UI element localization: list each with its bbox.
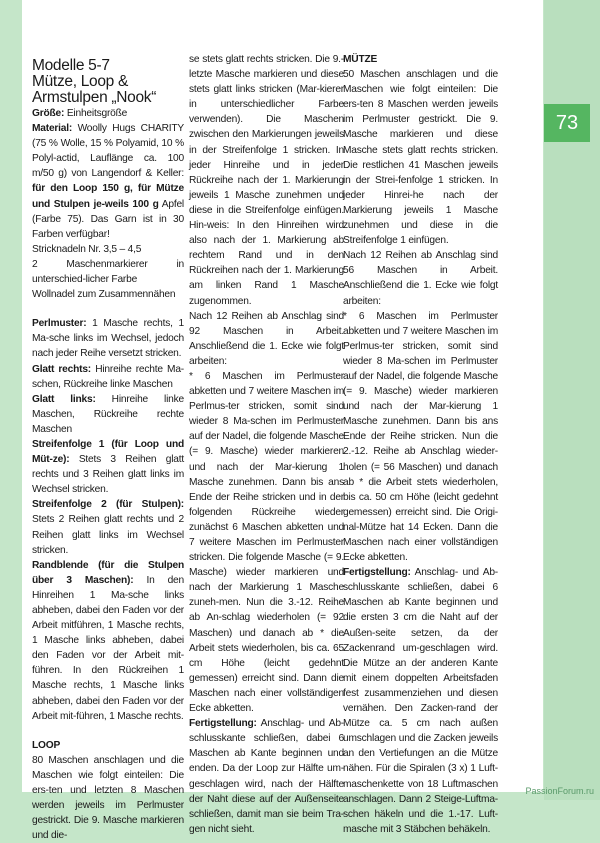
- col2-paragraph-2: Nach 12 Reihen ab Anschlag sind 92 Maschen in Arbeit. Anschließend die 1. Ecke wie folgt arbeiten:: [189, 310, 344, 367]
- col3-finishing-text: Anschlag- und Ab-schlusskante schließen, dabei 6 Maschen ab Kante beginnen und die ersten 3 cm die Naht auf der Außen-seite setzen, da der Zackenrand um-geschlagen wird. Die Mütze an der anderen Kante mit einem doppelten Arbeitsfaden fest zusammenziehen und diesen vernähen. Den Zacken-rand der Mütze ca. 5 cm nach außen umschlagen und die Zacken jeweils an den Vertiefungen an die Mütze nähen. Für die Spiralen (3 x) 1 Luft-maschenkette von 18 Luftmaschen anschlagen. Dann 2 Steige-Luftma-schen häkeln und die 1.-17. Luft-masche mit 3 Stäbchen behäkeln.: [343, 567, 498, 835]
- streifenfolge-1-label: Streifenfolge 1 (für Loop und Müt-ze):: [32, 438, 184, 466]
- col3-paragraph-3: * 6 Maschen im Perlmuster abketten und 7 weitere Maschen im Perlmus-ter stricken, somit sind wieder 8 Ma-schen im Perlmuster auf der Nadel, die folgende Masche (= 9. Masche) wieder markieren und nach der Mar-kierung 1 Masche zunehmen. Dann bis ans Ende der Reihe stricken. Nun die 2.-12. Reihe ab Anschlag wieder-holen (= 56 Maschen) und danach ab * die Arbeit stets wiederholen, bis ca. 50 cm Höhe (leicht gedehnt gemessen) erreicht sind. Die Origi-nal-Mütze hat 14 Ecken. Dann die Maschen nach einer vollständigen Ecke abketten.: [343, 310, 498, 564]
- streifenfolge-1-paragraph: [32, 437, 184, 497]
- material-paragraph: [32, 121, 184, 242]
- col3-finishing-label: Fertigstellung:: [343, 567, 411, 579]
- col2-paragraph-3: * 6 Maschen im Perlmuster abketten und 7 weitere Maschen im Perlmus-ter stricken, somit sind wieder 8 Ma-schen im Perlmuster auf der Nadel, die folgende Masche (= 9. Masche) wieder markieren und nach der Mar-kierung 1 Masche zunehmen. Dann bis ans Ende der Reihe stricken und in der folgenden Rückreihe wieder zunächst 6 Maschen abketten und 7 weitere Maschen im Perlmuster stricken. Die folgende Masche (= 9. Masche) wieder markieren und nach der Markierung 1 Masche zuneh-men. Nun die 3.-12. Reihe ab An-schlag wiederholen (= 92 Maschen) und danach ab * die Arbeit stets wiederholen, bis ca. 65 cm Höhe (leicht gedehnt gemessen) erreicht sind. Dann die Maschen nach einer vollständigen Ecke abketten.: [189, 370, 344, 715]
- streifenfolge-2-label: Streifenfolge 2 (für Stulpen):: [32, 499, 184, 511]
- glatt-links-label: Glatt links:: [32, 393, 96, 405]
- size-label: Größe:: [32, 108, 65, 119]
- streifenfolge-1-text: Stets 3 Reihen glatt rechts und 3 Reihen glatt links im Wechsel stricken.: [32, 454, 184, 496]
- title-line-2: Mütze, Loop &: [32, 73, 129, 90]
- title-line-3: Armstulpen „Nook“: [32, 89, 157, 106]
- needles: Stricknadeln Nr. 3,5 – 4,5: [32, 243, 142, 255]
- watermark: PassionForum.ru: [525, 786, 594, 796]
- magazine-page: [22, 0, 543, 842]
- glatt-links-paragraph: [32, 392, 184, 437]
- perl-label: Perlmuster:: [32, 318, 87, 330]
- glatt-rechts-text: Hinreihe rechte Ma-schen, Rückreihe linke Maschen: [32, 363, 184, 390]
- muetze-heading: MÜTZE: [343, 54, 378, 65]
- randblende-paragraph: [32, 558, 184, 724]
- material-label: Material:: [32, 123, 73, 135]
- col3-paragraph-2: Nach 12 Reihen ab Anschlag sind 56 Maschen in Arbeit. Anschließend die 1. Ecke wie folgt arbeiten:: [343, 250, 498, 307]
- wool-needle: Wollnadel zum Zusammennähen: [32, 289, 176, 301]
- streifenfolge-2-paragraph: [32, 497, 184, 557]
- streifenfolge-2-text: Stets 2 Reihen glatt rechts und 2 Reihen glatt links im Wechsel stricken.: [32, 514, 184, 556]
- col2-finishing-label: Fertigstellung:: [189, 718, 257, 730]
- material-bold: für den Loop 150 g, für Mütze und Stulpen je-weils 100 g: [32, 183, 184, 210]
- column-2: [189, 52, 344, 837]
- perl-paragraph: [32, 316, 184, 361]
- perl-text: 1 Masche rechts, 1 Ma-sche links im Wechsel, jedoch nach jeder Reihe versetzt stricken.: [32, 318, 184, 360]
- column-1: [32, 58, 184, 843]
- col3-finishing-paragraph: [343, 565, 498, 837]
- title-line-1: Modelle 5-7: [32, 57, 110, 74]
- glatt-rechts-label: Glatt rechts:: [32, 363, 91, 375]
- page-number-badge: 73: [544, 104, 590, 142]
- markers: 2 Maschenmarkierer in unterschied-licher Farbe: [32, 258, 184, 286]
- loop-heading: LOOP: [32, 739, 61, 751]
- col2-finishing-paragraph: [189, 716, 344, 837]
- randblende-text: In den Hinreihen 1 Ma-sche links abheben, dabei den Faden vor der Arbeit mitführen, 1 Masche rechts, 1 Masche links abheben, dabei den Faden vor der Arbeit mit-führen. In den Rückreihen 1 Masche rechts, 1 Masche links abheben, dabei den Faden vor der Arbeit mit-führen, 1 Masche rechts.: [32, 574, 184, 722]
- col2-paragraph-1: se stets glatt rechts stricken. Die 9.-letzte Masche markieren und diese stets glatt links stricken (Mar-kierer in unterschiedlicher Farbe verwenden). Die Maschen zwischen den Markierungen jeweils in der Streifenfolge 1 stricken. In jeder Hinreihe und in jeder Rückreihe nach der 1. Markierung jeweils 1 Masche zunehmen und diese in die Streifenfolge einfügen. Hin-weis: In den Hinreihen wird also nach der 1. Markierung ab rechtem Rand und in den Rückreihen nach der 1. Markierung am linken Rand 1 Masche zugenommen.: [189, 54, 344, 307]
- randblende-label: Randblende (für die Stulpen über 3 Maschen):: [32, 559, 184, 586]
- material-text-2: Apfel (Farbe 75). Das Garn ist in 30 Farben verfügbar!: [32, 198, 184, 240]
- col3-paragraph-1: 50 Maschen anschlagen und die Maschen wie folgt einteilen: Die ers-ten 8 Maschen werden jeweils im Perlmuster gestrickt. Die 9. Masche markieren und diese Masche stets glatt rechts stricken. Die restlichen 41 Maschen jeweils in der Strei-fenfolge 1 stricken. In jeder Hinrei-he nach der Markierung jeweils 1 Masche zunehmen und diese in die Streifenfolge 1 einfügen.: [343, 69, 498, 247]
- material-text-1: Woolly Hugs CHARITY (75 % Wolle, 15 % Polyamid, 10 % Polyl-actid, Lauflänge ca. 100 m/50 g) von Langendorf & Keller:: [32, 123, 184, 180]
- column-3: [343, 52, 498, 837]
- glatt-rechts-paragraph: [32, 362, 184, 392]
- size-paragraph: [32, 106, 184, 121]
- col2-finishing-text: Anschlag- und Ab-schlusskante schließen, dabei 6 Maschen ab Kante beginnen und enden. Da der Loop zur Hälfte um-geschlagen wird, nach der Hälfte der Naht diese auf der Außenseite schließen, damit man sie beim Tra-gen nicht sieht.: [189, 718, 344, 835]
- size-text: Einheitsgröße: [64, 108, 128, 119]
- glatt-links-text: Hinreihe linke Maschen, Rückreihe rechte Maschen: [32, 393, 184, 435]
- loop-text: 80 Maschen anschlagen und die Maschen wie folgt einteilen: Die ers-ten und letzten 8 Maschen werden jeweils im Perlmuster gestrickt. Die 9. Masche markieren und die-: [32, 754, 184, 842]
